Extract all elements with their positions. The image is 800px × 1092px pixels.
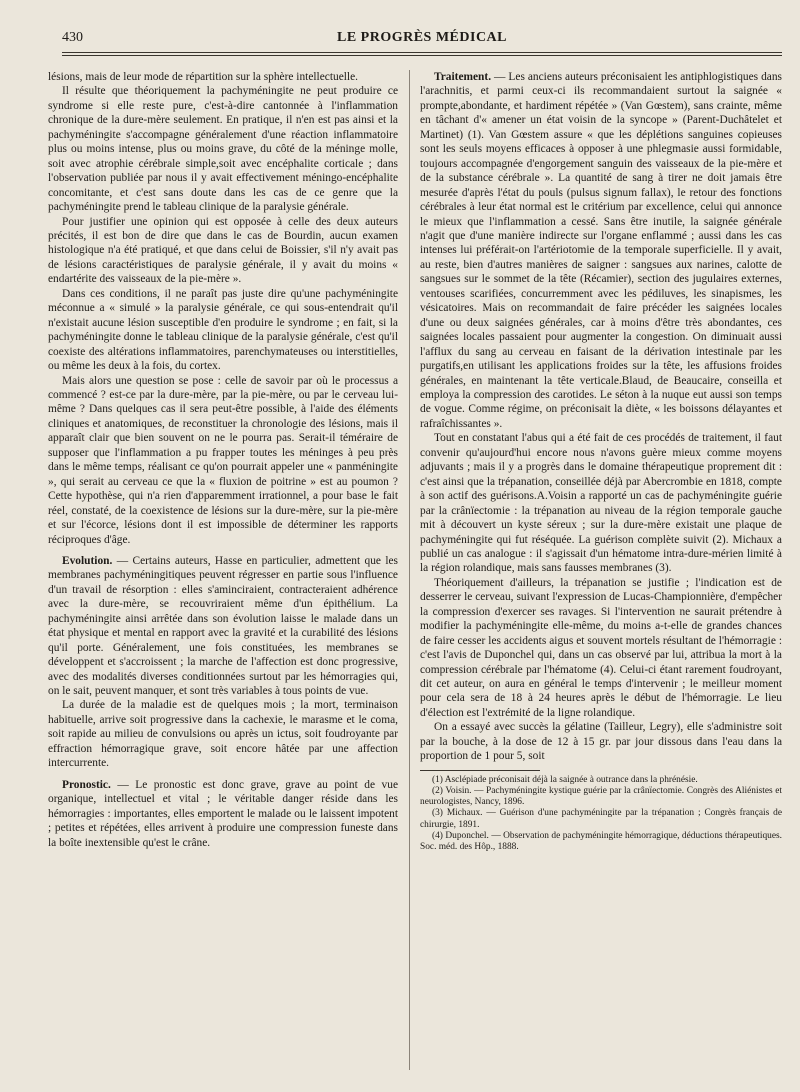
paragraph: Dans ces conditions, il ne paraît pas juste dire qu'une pachyméningite méconnue a « simulé » la paralysie générale, ce qui sous-entendrait qu'il n'existait aucune lésion susceptible d'en produire le syndrome ; en fait, si la pachyméningite donne le tableau clinique de la paralysie générale, c'est qu'il coexiste des altérations inflammatoires, parenchymateuses ou interstitielles, ou même les deux à la fois, du cortex. [48,287,398,373]
prognostic-text: — Le pronostic est donc grave, grave au point de vue organique, intellectuel et vital ; le véritable danger réside dans les hémorragies : importantes, elles emportent le malade ou le laissent impotent ; petites et répétées, elles arrivent à produire une compression funeste dans la boîte inextensible qu'est le crâne. [48,778,398,849]
section-title-evolution: Evolution. [62,554,113,567]
paragraph: Pour justifier une opinion qui est opposée à celle des deux auteurs précités, il est bon de dire que dans le cas de Bourdin, aucun examen histologique n'a été pratiqué, et que dans celui de Boissier, s'il n'y avait pas de lésions caractéristiques de paralysie générale, il y avait du moins « endartérite des vaisseaux de la pie-mère ». [48,215,398,286]
evolution-text: — Certains auteurs, Hasse en particulier, admettent que les membranes pachyméningitiques peuvent régresser en partie sous l'influence d'un travail de résorption : elles s'aminciraient, contracteraient adhérence avec la dure-mère, se recouvriraient même d'un épithélium. La pachyméningite ainsi arrêtée dans son évolution laisse le malade dans un état physique et mental en rapport avec la gravité et la curabilité des lésions qu'il porte. Généralement, une fois constituées, les membranes se développent et s'accroissent ; la marche de l'affection est donc progressive, avec des modalités diverses conditionnées surtout par les hémorragies qui, on le sait, peuvent manquer, et sont très variables à tous points de vue. [48,554,398,698]
paragraph: Tout en constatant l'abus qui a été fait de ces procédés de traitement, il faut convenir qu'aujourd'hui encore nous n'avons guère mieux comme moyens adjuvants ; mais il y a progrès dans le domaine thérapeutique proprement dit : c'est ainsi que la trépanation, conseillée déjà par Abercrombie en 1818, compte à son actif des guérisons.A.Voisin a rapporté un cas de pachyméningite guérie par la crânïectomie : la trépanation au niveau de la région temporale gauche mit à découvert un kyste séreux ; sur la dure-mère existait une plaque de pachyméningite qui fut réséquée. La guérison complète suivit (2). Michaux a publié un cas analogue : il s'agissait d'un hématome intra-dure-mérien limité à la région rolandique, mais sans fausses membranes (3). [420,432,782,575]
footnote: (1) Asclépiade préconisait déjà la saignée à outrance dans la phrénésie. [432,774,698,785]
journal-title: LE PROGRÈS MÉDICAL [336,30,508,45]
page-number: 430 [62,30,83,45]
left-column [48,70,398,850]
footnote: (2) Voisin. — Pachyméningite kystique guérie par la crânïectomie. Congrès des Aliénistes et neurologistes, Nancy, 1896. [420,785,782,808]
right-column [420,70,782,853]
page-header [62,30,782,60]
paragraph: La durée de la maladie est de quelques mois ; la mort, terminaison habituelle, arrive soit progressive dans la cachexie, le marasme et le coma, soit rapide au milieu de convulsions ou après un ictus, soit foudroyante par effraction hémorragique grave, soit encore hâtée par une affection intercurrente. [48,699,398,770]
paragraph: Il résulte que théoriquement la pachyméningite ne peut produire ce syndrome si elle reste pure, c'est-à-dire cantonnée à l'inflammation chronique de la dure-mère seulement. En pratique, il n'en est pas ainsi et la pachyméningite s'accompagne généralement d'une réaction inflammatoire plus ou moins intense, plus ou moins grave, du côté de la méninge molle, soit avec atrophie cérébrale simple,soit avec encéphalite corticale ; dans l'observation publiée par nous il y avait effectivement méningo-encéphalite concomitante, et c'est sans doute dans les cas de ce genre que la pachyméningite prend le tableau clinique de la paralysie générale. [48,85,398,214]
section-title-treatment: Traitement. [434,71,492,83]
paragraph: On a essayé avec succès la gélatine (Tailleur, Legry), elle s'administre soit par la bouche, à la dose de 12 à 15 gr. par jour dissous dans l'eau dans la proportion de 1 pour 5, soit [420,721,782,763]
footnote: (3) Michaux. — Guérison d'une pachyméningite par la trépanation ; Congrès français de chirurgie, 1891. [420,808,782,830]
footnote-rule [420,770,540,771]
treatment-text: — Les anciens auteurs préconisaient les antiphlogistiques dans l'arachnitis, et parmi ceux-ci ils recommandaient surtout la saignée « prompte,abondante, et hardiment répétée » (Van Gœstem), sans crainte, même en tâchant d'« amener un état voisin de la syncope » (Parent-Duchâtelet et Martinet) (1). Van Gœstem assure « que les déplétions sanguines copieuses sont les seuls moyens efficaces à opposer à une phlegmasie aussi formidable, toujours accompagnée d'engorgement sanguin des vaisseaux de la pie-mère et de la substance cérébrale ». La quantité de sang à tirer ne doit jamais être mesurée d'après l'état du pouls (pulsus signum fallax), le retour des fonctions cérébrales à leur état normal est le critérium par excellence, celui qui annonce le mieux que l'inflammation a cessé. Sans être inutile, la saignée générale n'agit que d'une manière indirecte sur l'organe enflammé ; aussi dans les cas intenses lui préférait-on l'artériotomie de la temporale superficielle. Il y avait, au reste, bien d'autres manières de saigner : sangsues aux narines, calotte de sangsues sur le sommet de la tête (Récamier), section des jugulaires externes, ventouses scarifiées, concurremment avec les pédiluves, les sinapismes, les vésicatoires. Mais on recommandait de faire précéder les saignées locales d'une ou deux saignées générales, car à moins d'être très abondantes, ces saignées locales passaient pour augmenter la congestion. On diminuait aussi l'afflux du sang au cerveau en faisant de la dérivation intestinale par les purgatifs,en utilisant les applications froides sur la tête, les affusions froides générales, en maintenant la tête verticale.Blaud, de Beaucaire, conseilla et employa la compression des carotides. Le séton à la nuque eut aussi son temps de vogue. Comme régime, on préconisait la diète, « les boissons délayantes et rafraîchissantes ». [420,71,782,430]
prognostic-section [48,778,398,850]
section-title-prognostic: Pronostic. [62,778,111,791]
evolution-section [48,554,398,699]
paragraph: lésions, mais de leur mode de répartition sur la sphère intellectuelle. [48,71,358,83]
paragraph: Théoriquement d'ailleurs, la trépanation se justifie ; l'indication est de desserrer le cerveau, suivant l'expression de Lucas-Championnière, d'empêcher la compression d'exercer ses ravages. Si l'intervention ne saurait prétendre à modifier la pachyméningite elle-même, du moins a-t-elle de grandes chances de faire cesser les accidents aigus et souvent mortels résultant de l'hémorragie : c'est l'avis de Duponchel qui, dans un cas observé par lui, attribua la mort à la compression cérébrale par l'hématome (4). Celui-ci étant rarement foudroyant, dit cet auteur, on aura en général le temps d'intervenir ; le meilleur moment pour cela sera de 18 à 24 heures après le début de l'hémorragie. Le lieu d'élection est l'extrémité de la ligne rolandique. [420,576,782,719]
paragraph: Mais alors une question se pose : celle de savoir par où le processus a commencé ? est-ce par la dure-mère, par la pie-mère, ou par le cerveau lui-même ? Dans quelques cas il sera peut-être possible, à l'aide des éléments cliniques et anatomiques, de reconstituer la chronologie des lésions, mais il apparaît clair que bien souvent on ne le pourra pas. Serait-il téméraire de supposer que l'inflammation a pu frapper toutes les méninges à peu près dans le même temps, réalisant ce qu'on pourrait appeler une « panméningite », qui serait au cerveau ce que la « fluxion de poitrine » est au poumon ? Cette hypothèse, qui n'a rien d'apparemment irrationnel, a pour base le fait réel, constaté, de la coexistence de lésions sur la dure-mère, sur la pie-mère et sur l'écorce, lésions dont il est impossible de déterminer les rapports réciproques d'âge. [48,374,398,546]
treatment-section [420,70,782,431]
column-divider [409,70,410,1070]
header-rule [62,52,782,56]
footnote: (4) Duponchel. — Observation de pachyméningite hémorragique, déductions thérapeutiques. Soc. méd. des Hôp., 1888. [420,830,782,852]
